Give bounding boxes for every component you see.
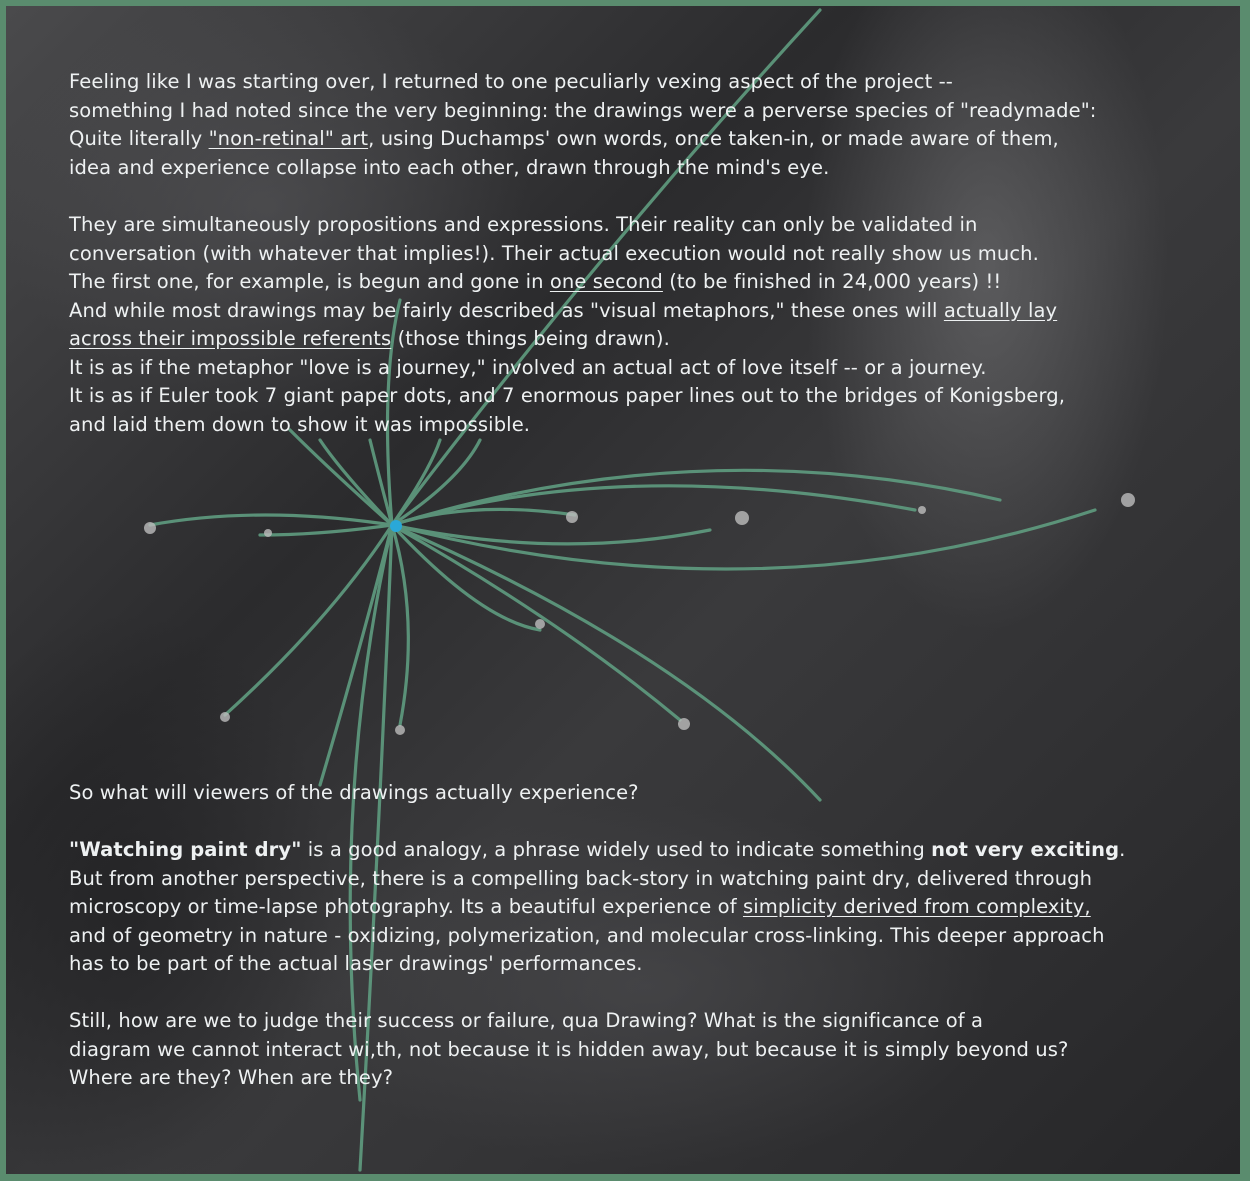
text-line: has to be part of the actual laser drawings' performances. (69, 952, 643, 975)
text-line: and laid them down to show it was impossible. (69, 412, 531, 436)
underlined-phrase: one second (549, 270, 663, 293)
text-line: Feeling like I was starting over, I returned to one peculiarly vexing aspect of the project -- (69, 70, 953, 93)
text-line: diagram we cannot interact wi,th, not because it is hidden away, but because it is simply beyond us? (69, 1037, 1069, 1061)
text-line: and of geometry in nature - oxidizing, polymerization, and molecular cross-linking. This deeper approach (69, 923, 1105, 947)
text-line: Quite literally "non-retinal" art, using Duchamps' own words, once taken-in, or made aware of them, (69, 127, 1059, 150)
text-line: Where are they? When are they? (69, 1066, 394, 1089)
text-line: Still, how are we to judge their success or failure, qua Drawing? What is the significance of a (69, 1009, 984, 1032)
underlined-phrase: actually lay (943, 298, 1058, 322)
paragraph-readymade (69, 68, 1179, 182)
text-line: It is as if Euler took 7 giant paper dots, and 7 enormous paper lines out to the bridges of Konigsberg, (69, 384, 1066, 407)
text-line: It is as if the metaphor "love is a journey," involved an actual act of love itself -- or a journey. (69, 355, 987, 379)
underlined-phrase: simplicity derived from complexity, (742, 895, 1091, 918)
chalkboard-page (6, 6, 1240, 1174)
text-line: So what will viewers of the drawings actually experience? (69, 781, 639, 804)
text-line: conversation (with whatever that implies!). Their actual execution would not really show us much. (69, 241, 1039, 265)
paragraph-paint-dry (69, 836, 1179, 979)
paragraph-question (69, 779, 1179, 808)
text-line: "Watching paint dry" is a good analogy, a phrase widely used to indicate something not very exciting. (69, 838, 1126, 861)
bold-phrase: not very exciting (931, 838, 1120, 861)
underlined-phrase: "non-retinal" art (208, 127, 369, 150)
text-line: But from another perspective, there is a compelling back-story in watching paint dry, delivered through (69, 866, 1093, 890)
text-line: across their impossible referents (those things being drawn). (69, 327, 670, 350)
center-dot (390, 520, 402, 532)
text-line: something I had noted since the very beginning: the drawings were a perverse species of "readymade": (69, 98, 1097, 122)
text-line: And while most drawings may be fairly described as "visual metaphors," these ones will actually lay (69, 298, 1058, 322)
paragraph-judgement (69, 1007, 1179, 1093)
text-line: idea and experience collapse into each other, drawn through the mind's eye. (69, 155, 830, 179)
bold-phrase: "Watching paint dry" (69, 838, 302, 861)
paragraph-propositions (69, 211, 1179, 439)
text-line: They are simultaneously propositions and expressions. Their reality can only be validated in (69, 213, 978, 236)
text-line: The first one, for example, is begun and gone in one second (to be finished in 24,000 years) !! (69, 270, 1002, 293)
text-line: microscopy or time-lapse photography. Its a beautiful experience of simplicity derived from complexity, (69, 895, 1091, 918)
underlined-phrase: across their impossible referents (69, 327, 392, 350)
